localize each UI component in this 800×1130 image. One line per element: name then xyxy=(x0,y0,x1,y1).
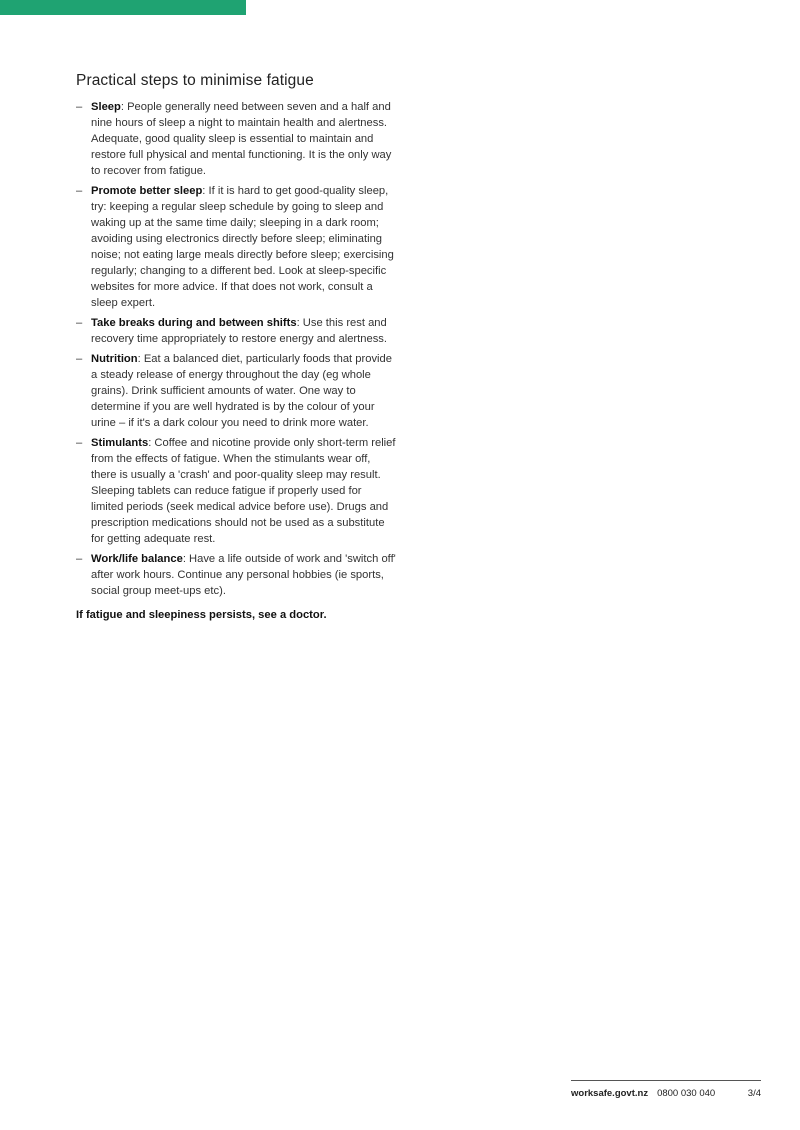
dash-bullet: – xyxy=(76,353,83,365)
dash-bullet: – xyxy=(76,185,83,197)
item-term: Nutrition xyxy=(91,353,138,365)
item-term: Stimulants xyxy=(91,437,149,449)
footer-phone: 0800 030 040 xyxy=(657,1088,716,1099)
item-text: : If it is hard to get good-quality sleep, try: keeping a regular sleep schedule by going to sleep and waking up at the same time daily; sleeping in a dark room; avoiding using electronics directly before sleep; eliminating noise; not eating large meals directly before sleep; exercising regularly; changing to a different bed. Look at sleep-specific websites for more advice. If that does not work, consult a sleep expert. xyxy=(91,185,394,309)
dash-bullet: – xyxy=(76,553,83,565)
item-term: Sleep xyxy=(91,101,121,113)
item-text: : Have a life outside of work and 'switch off' after work hours. Continue any personal hobbies (ie sports, social group meet-ups etc). xyxy=(91,553,396,597)
main-content xyxy=(76,72,396,634)
dash-bullet: – xyxy=(76,317,83,329)
list-item-nutrition xyxy=(76,351,396,431)
closing-advice: If fatigue and sleepiness persists, see a doctor. xyxy=(76,609,327,621)
item-term: Take breaks during and between shifts xyxy=(91,317,297,329)
list-item-stimulants xyxy=(76,435,396,547)
steps-list xyxy=(76,99,396,599)
item-text: : People generally need between seven and a half and nine hours of sleep a night to maintain health and alertness. Adequate, good quality sleep is essential to maintain and restore full physical and mental functioning. It is the only way to recover from fatigue. xyxy=(91,101,392,177)
list-item-work-life xyxy=(76,551,396,599)
item-text: : Use this rest and recovery time appropriately to restore energy and alertness. xyxy=(91,317,387,345)
section-heading: Practical steps to minimise fatigue xyxy=(76,72,314,89)
item-term: Promote better sleep xyxy=(91,185,203,197)
dash-bullet: – xyxy=(76,101,83,113)
item-term: Work/life balance xyxy=(91,553,183,565)
list-item-sleep xyxy=(76,99,396,179)
list-item-breaks xyxy=(76,315,396,347)
footer-website: worksafe.govt.nz xyxy=(571,1088,649,1099)
item-text: : Eat a balanced diet, particularly foods that provide a steady release of energy throughout the day (eg whole grains). Drink sufficient amounts of water. One way to determine if you are well hydrated is by the colour of your urine – if it's a dark colour you need to drink more water. xyxy=(91,353,392,429)
top-accent-bar xyxy=(0,0,246,15)
page-number: 3/4 xyxy=(747,1088,761,1099)
page-footer xyxy=(571,1080,761,1099)
dash-bullet: – xyxy=(76,437,83,449)
item-text: : Coffee and nicotine provide only short-term relief from the effects of fatigue. When the stimulants wear off, there is usually a 'crash' and poor-quality sleep may result. Sleeping tablets can reduce fatigue if properly used for limited periods (seek medical advice before use). Drugs and prescription medications should not be used as a substitute for getting adequate rest. xyxy=(91,437,396,545)
list-item-promote-sleep xyxy=(76,183,396,311)
